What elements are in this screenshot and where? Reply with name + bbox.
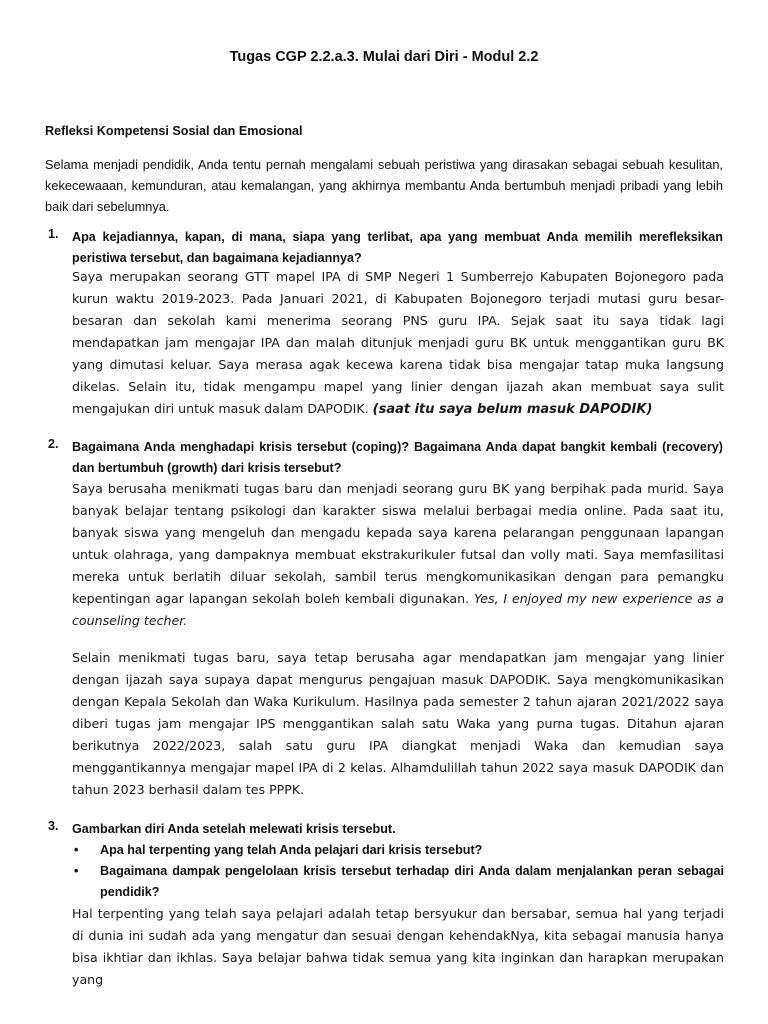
- answer-3: Hal terpenting yang telah saya pelajari adalah tetap bersyukur dan bersabar, semua hal yang terjadi di dunia ini sudah ada yang mengatur dan sesuai dengan kehendakNya, kita sebagai manusia hanya bisa ikhtiar dan ikhlas. Saya belajar bahwa tidak semua yang kita inginkan dan harapkan merupakan yang: [72, 906, 724, 987]
- answer-text: Saya berusaha menikmati tugas baru dan menjadi seorang guru BK yang berpihak pada murid. Saya banyak belajar tentang psikologi dan karakter siswa melalui berbagai media online. Pada saat itu, banyak siswa yang mengeluh dan mengadu kepada saya karena pelarangan penggunaan lapangan untuk olahraga, yang dampaknya membuat ekstrakurikuler futsal dan volly mati. Saya memfasilitasi mereka untuk berlatih diluar sekolah, sambil terus mengkomunikasikan dengan para pemangku kepentingan agar lapangan sekolah boleh kembali digunakan.: [72, 481, 724, 606]
- question-text: Bagaimana Anda menghadapi krisis tersebut (coping)? Bagaimana Anda dapat bangkit kembali (recovery) dan bertumbuh (growth) dari krisis tersebut?: [72, 440, 723, 475]
- answer-emphasis: (saat itu saya belum masuk DAPODIK): [372, 402, 653, 417]
- bullet-icon: •: [74, 843, 79, 857]
- bullet-item: [72, 861, 724, 903]
- question-number: 2.: [48, 437, 59, 451]
- bullet-icon: •: [74, 864, 79, 878]
- answer-italic: Yes, I enjoyed my new experience as a counseling techer.: [72, 591, 724, 628]
- question-number: 3.: [48, 819, 59, 833]
- question-1: [48, 227, 723, 269]
- question-number: 1.: [48, 227, 59, 241]
- answer-text: Saya merupakan seorang GTT mapel IPA di SMP Negeri 1 Sumberrejo Kabupaten Bojonegoro pada kurun waktu 2019-2023. Pada Januari 2021, di Kabupaten Bojonegoro terjadi mutasi guru besar-besaran dan sekolah kami menerima seorang PNS guru IPA. Sejak saat itu saya tidak lagi mendapatkan jam mengajar IPA dan malah ditunjuk menjadi guru BK untuk menggantikan guru BK yang dimutasi keluar. Saya merasa agak kecewa karena tidak bisa mengajar tatap muka langsung dikelas. Selain itu, tidak mengampu mapel yang linier dengan ijazah akan membuat saya sulit mengajukan diri untuk masuk dalam DAPODIK.: [72, 269, 724, 416]
- question-text: Apa kejadiannya, kapan, di mana, siapa yang terlibat, apa yang membuat Anda memilih merefleksikan peristiwa tersebut, dan bagaimana kejadiannya?: [72, 230, 723, 265]
- bullet-item: [72, 840, 724, 861]
- document-title: Tugas CGP 2.2.a.3. Mulai dari Diri - Modul 2.2: [229, 49, 539, 65]
- answer-2: [72, 478, 724, 632]
- bullet-text: Apa hal terpenting yang telah Anda pelajari dari krisis tersebut?: [100, 843, 483, 857]
- bullet-text: Bagaimana dampak pengelolaan krisis tersebut terhadap diri Anda dalam menjalankan peran sebagai pendidik?: [100, 864, 724, 899]
- question-text: Gambarkan diri Anda setelah melewati krisis tersebut.: [72, 822, 396, 836]
- answer-2-continued: Selain menikmati tugas baru, saya tetap berusaha agar mendapatkan jam mengajar yang linier dengan ijazah saya supaya dapat mengurus pengajuan masuk DAPODIK. Saya mengkomunikasikan dengan Kepala Sekolah dan Waka Kurikulum. Hasilnya pada semester 2 tahun ajaran 2021/2022 saya diberi tugas jam mengajar IPS menggantikan salah satu Waka yang purna tugas. Ditahun ajaran berikutnya 2022/2023, salah satu guru IPA diangkat menjadi Waka dan kemudian saya menggantikannya mengajar mapel IPA di 2 kelas. Alhamdulillah tahun 2022 saya masuk DAPODIK dan tahun 2023 berhasil dalam tes PPPK.: [72, 650, 724, 797]
- question-3: [48, 819, 723, 840]
- answer-1: [72, 266, 724, 421]
- section-heading: Refleksi Kompetensi Sosial dan Emosional: [45, 124, 303, 138]
- intro-paragraph: Selama menjadi pendidik, Anda tentu pernah mengalami sebuah peristiwa yang dirasakan sebagai sebuah kesulitan, kekecewaaan, kemunduran, atau kemalangan, yang akhirnya membantu Anda bertumbuh menjadi pribadi yang lebih baik dari sebelumnya.: [45, 157, 723, 214]
- question-2: [48, 437, 723, 479]
